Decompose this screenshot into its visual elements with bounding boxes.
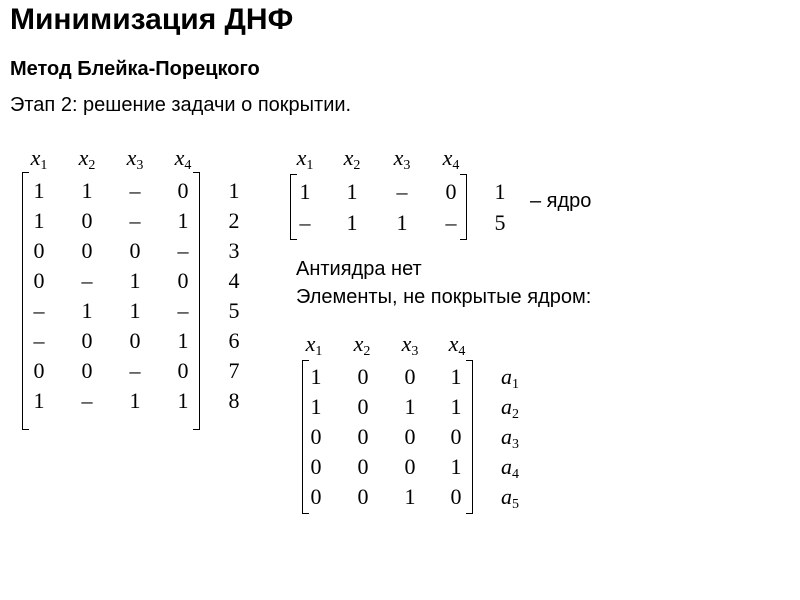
matrix-cell: 1 — [177, 328, 189, 353]
column-header: $x_2$ — [353, 331, 371, 359]
matrix-cell: 0 — [129, 238, 141, 263]
matrix-cell: – — [81, 268, 93, 293]
matrix-cell: 1 — [129, 298, 141, 323]
matrix-cell: 1 — [81, 178, 93, 203]
table-row — [22, 326, 252, 356]
matrix-cell: 1 — [129, 268, 141, 293]
matrix-cell: – — [33, 298, 45, 323]
table-row — [22, 296, 252, 326]
matrix-cell: 0 — [33, 238, 45, 263]
matrix-cell: 1 — [177, 388, 189, 413]
row-index: 8 — [228, 388, 240, 413]
matrix-cell: 0 — [310, 454, 322, 479]
matrix-cell: – — [445, 210, 457, 235]
matrix-cell: 0 — [129, 328, 141, 353]
matrix-cell: 1 — [310, 364, 322, 389]
matrix-cell: 0 — [404, 364, 416, 389]
column-header: $x_3$ — [401, 331, 419, 359]
matrix-cell: – — [396, 179, 408, 204]
matrix-cell: 1 — [404, 484, 416, 509]
row-index: 5 — [228, 298, 240, 323]
row-label: $a_1$ — [501, 364, 519, 392]
row-index: 4 — [228, 268, 240, 293]
matrix-cell: 0 — [445, 179, 457, 204]
matrix-cell: – — [33, 328, 45, 353]
matrix-cell: 0 — [177, 178, 189, 203]
matrix-cell: 0 — [310, 424, 322, 449]
matrix-cell: 0 — [357, 484, 369, 509]
matrix-cell: 1 — [346, 179, 358, 204]
method-subtitle: Метод Блейка-Порецкого — [10, 58, 260, 80]
matrix-cell: 0 — [357, 454, 369, 479]
table-row — [22, 266, 252, 296]
column-header: $x_1$ — [305, 331, 323, 359]
matrix-cell: 0 — [357, 394, 369, 419]
matrix-cell: – — [177, 298, 189, 323]
row-index: 7 — [228, 358, 240, 383]
matrix-cell: – — [129, 358, 141, 383]
matrix-cell: 0 — [404, 424, 416, 449]
matrix-cell: – — [129, 178, 141, 203]
row-index: 5 — [494, 210, 506, 235]
matrix-cell: 0 — [310, 484, 322, 509]
table-row — [22, 356, 252, 386]
matrix-cell: 1 — [33, 208, 45, 233]
table-row — [302, 482, 542, 512]
matrix-cell: 1 — [177, 208, 189, 233]
matrix-cell: 0 — [450, 484, 462, 509]
row-label: $a_5$ — [501, 484, 519, 512]
matrix-cell: 1 — [450, 394, 462, 419]
matrix-cell: 1 — [346, 210, 358, 235]
implicant-matrix — [22, 146, 252, 432]
column-header: $x_4$ — [448, 331, 466, 359]
matrix-cell: 0 — [357, 424, 369, 449]
column-header: $x_3$ — [393, 145, 411, 173]
table-row — [302, 392, 542, 422]
matrix-cell: 0 — [33, 358, 45, 383]
row-label: $a_2$ — [501, 394, 519, 422]
table-row — [302, 452, 542, 482]
core-label: – ядро — [530, 190, 592, 212]
column-header: $x_1$ — [30, 145, 48, 173]
uncovered-matrix — [302, 332, 542, 516]
matrix-cell: 1 — [299, 179, 311, 204]
matrix-cell: 1 — [450, 364, 462, 389]
column-header: $x_4$ — [174, 145, 192, 173]
anticore-text: Антиядра нет — [296, 258, 422, 280]
matrix-cell: 0 — [357, 364, 369, 389]
matrix-cell: – — [177, 238, 189, 263]
row-index: 6 — [228, 328, 240, 353]
matrix-cell: 0 — [81, 328, 93, 353]
matrix-cell: 0 — [177, 268, 189, 293]
matrix-cell: 1 — [33, 178, 45, 203]
row-index: 1 — [494, 179, 506, 204]
row-index: 1 — [228, 178, 240, 203]
matrix-cell: 0 — [81, 208, 93, 233]
matrix-cell: 0 — [450, 424, 462, 449]
uncovered-heading: Элементы, не покрытые ядром: — [296, 286, 592, 308]
matrix-cell: – — [299, 210, 311, 235]
column-header: $x_3$ — [126, 145, 144, 173]
stage-heading: Этап 2: решение задачи о покрытии. — [10, 94, 352, 116]
row-label: $a_3$ — [501, 424, 519, 452]
matrix-cell: 1 — [81, 298, 93, 323]
matrix-cell: – — [129, 208, 141, 233]
row-index: 3 — [228, 238, 240, 263]
matrix-cell: 1 — [450, 454, 462, 479]
table-row — [22, 176, 252, 206]
matrix-cell: 0 — [81, 238, 93, 263]
row-index: 2 — [228, 208, 240, 233]
table-row — [302, 422, 542, 452]
matrix-cell: 1 — [33, 388, 45, 413]
table-row — [22, 236, 252, 266]
matrix-cell: 1 — [310, 394, 322, 419]
table-row — [22, 206, 252, 236]
column-header: $x_2$ — [78, 145, 96, 173]
table-row — [302, 362, 542, 392]
matrix-cell: 0 — [33, 268, 45, 293]
matrix-cell: 0 — [81, 358, 93, 383]
column-header: $x_2$ — [343, 145, 361, 173]
page-title: Минимизация ДНФ — [10, 3, 294, 36]
column-header: $x_1$ — [296, 145, 314, 173]
column-header: $x_4$ — [442, 145, 460, 173]
row-label: $a_4$ — [501, 454, 519, 482]
matrix-cell: – — [81, 388, 93, 413]
matrix-cell: 1 — [396, 210, 408, 235]
matrix-cell: 0 — [404, 454, 416, 479]
matrix-cell: 1 — [404, 394, 416, 419]
matrix-cell: 0 — [177, 358, 189, 383]
matrix-cell: 1 — [129, 388, 141, 413]
table-row — [22, 386, 252, 416]
